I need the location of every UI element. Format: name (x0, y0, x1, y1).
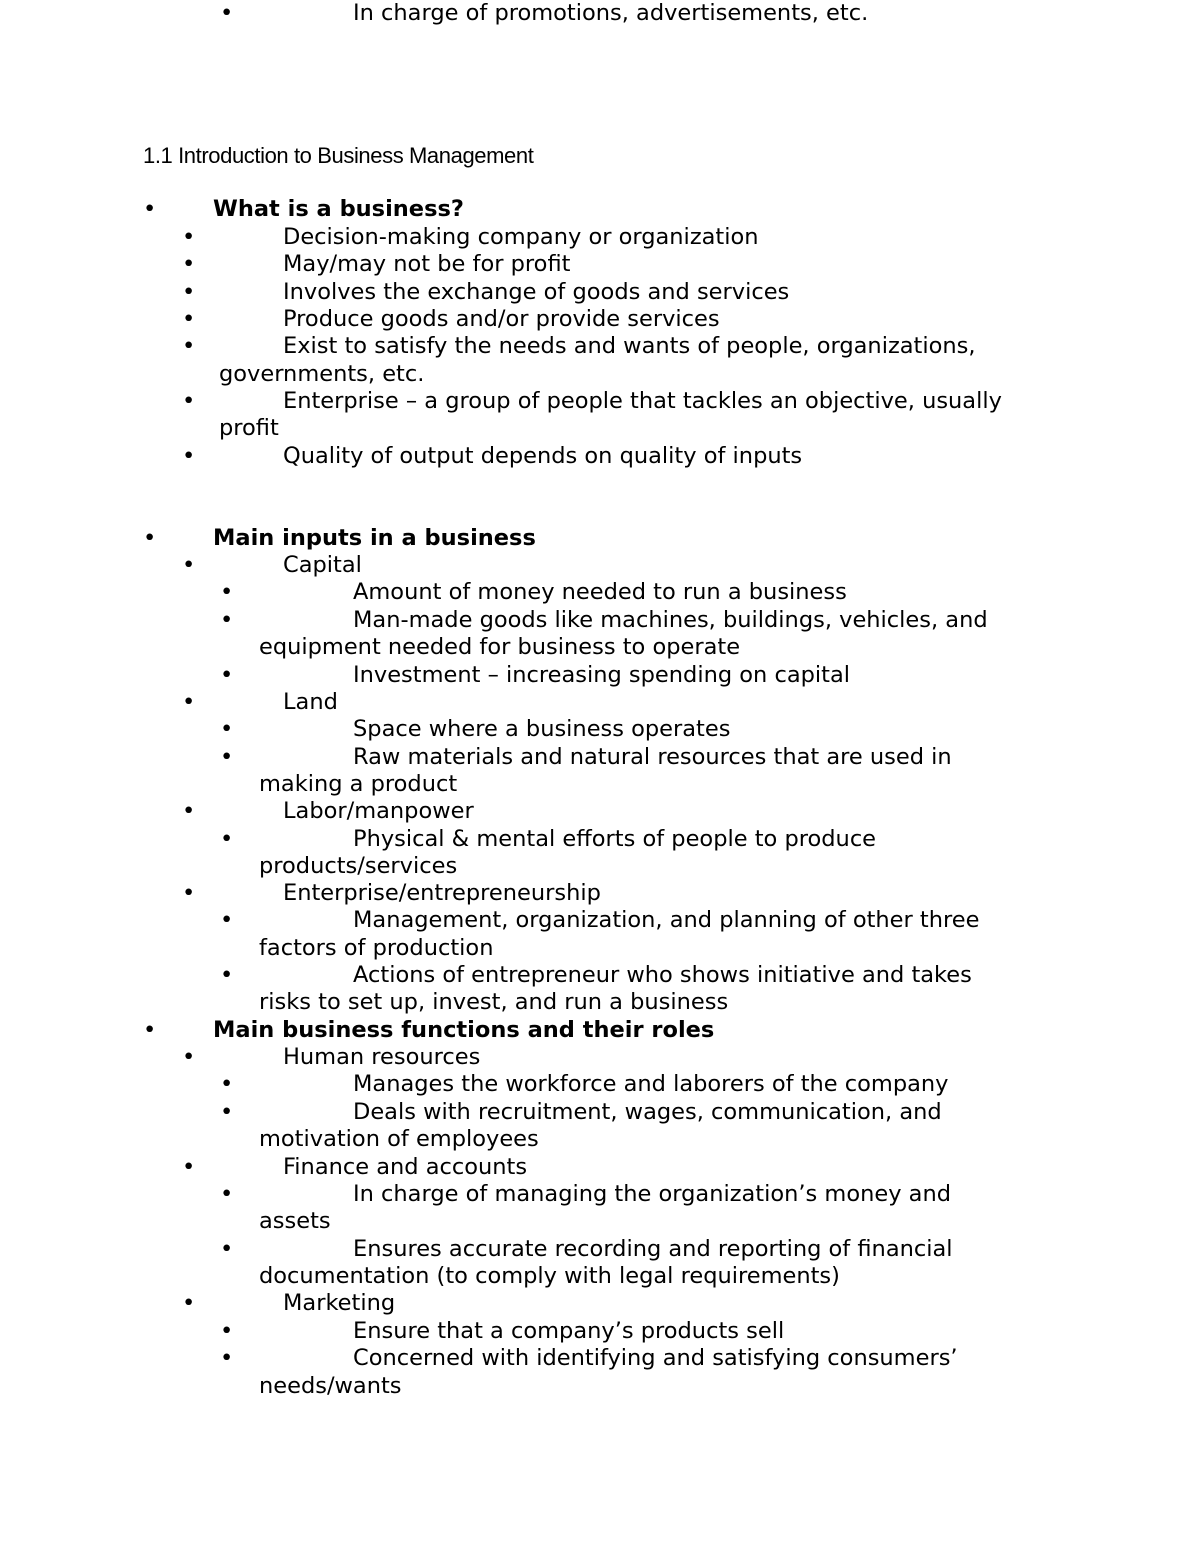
list-item-text: Deals with recruitment, wages, communication, and (353, 1099, 942, 1125)
list-item-text: In charge of managing the organization’s money and (353, 1181, 952, 1207)
list-item-text: Land (283, 689, 338, 715)
list-item-text: Finance and accounts (283, 1154, 528, 1180)
list-item-text: Physical & mental efforts of people to produce (353, 826, 877, 852)
bullet-icon: • (220, 744, 234, 770)
bullet-icon: • (143, 1017, 157, 1043)
bullet-icon: • (220, 0, 234, 26)
bullet-icon: • (182, 251, 196, 277)
list-item-text: May/may not be for profit (283, 251, 571, 277)
bullet-icon: • (220, 907, 234, 933)
list-item-text: needs/wants (259, 1373, 402, 1399)
list-item-text: Ensure that a company’s products sell (353, 1318, 785, 1344)
list-item-text: Space where a business operates (353, 716, 731, 742)
list-item-text: Enterprise – a group of people that tackles an objective, usually (283, 388, 1002, 414)
bullet-icon: • (220, 962, 234, 988)
bullet-icon: • (182, 1290, 196, 1316)
bullet-icon: • (220, 579, 234, 605)
bullet-icon: • (182, 306, 196, 332)
list-item-text: Amount of money needed to run a business (353, 579, 847, 605)
bullet-icon: • (182, 279, 196, 305)
bullet-icon: • (143, 525, 157, 551)
bullet-icon: • (220, 1236, 234, 1262)
list-item-text: Decision-making company or organization (283, 224, 759, 250)
bullet-icon: • (182, 880, 196, 906)
bullet-icon: • (182, 1044, 196, 1070)
section-heading-text: What is a business? (213, 196, 464, 222)
bullet-icon: • (182, 1154, 196, 1180)
list-item-text: Actions of entrepreneur who shows initiative and takes (353, 962, 972, 988)
bullet-icon: • (182, 689, 196, 715)
list-item-text: Investment – increasing spending on capital (353, 662, 850, 688)
list-item-text: Raw materials and natural resources that are used in (353, 744, 952, 770)
bullet-icon: • (220, 716, 234, 742)
bullet-icon: • (220, 1099, 234, 1125)
bullet-icon: • (220, 662, 234, 688)
list-item-text: factors of production (259, 935, 494, 961)
bullet-icon: • (182, 333, 196, 359)
list-item-text: Man-made goods like machines, buildings, vehicles, and (353, 607, 988, 633)
section-heading-text: Main business functions and their roles (213, 1017, 715, 1043)
list-item-text: Ensures accurate recording and reporting of financial (353, 1236, 953, 1262)
list-item-text: Exist to satisfy the needs and wants of people, organizations, (283, 333, 976, 359)
list-item-text: Involves the exchange of goods and services (283, 279, 790, 305)
list-item-text: Human resources (283, 1044, 481, 1070)
list-item-text: risks to set up, invest, and run a business (259, 989, 729, 1015)
list-item-text: Management, organization, and planning of other three (353, 907, 980, 933)
bullet-icon: • (182, 552, 196, 578)
list-item-text: In charge of promotions, advertisements, etc. (353, 0, 869, 26)
bullet-icon: • (182, 798, 196, 824)
list-item-text: assets (259, 1208, 331, 1234)
list-item-text: Marketing (283, 1290, 396, 1316)
list-item-text: making a product (259, 771, 458, 797)
bullet-icon: • (220, 1181, 234, 1207)
list-item-text: governments, etc. (219, 361, 425, 387)
list-item-text: Capital (283, 552, 362, 578)
list-item-text: Enterprise/entrepreneurship (283, 880, 601, 906)
list-item-text: products/services (259, 853, 458, 879)
bullet-icon: • (220, 1345, 234, 1371)
bullet-icon: • (220, 1318, 234, 1344)
list-item-text: Manages the workforce and laborers of the company (353, 1071, 949, 1097)
section-heading-text: Main inputs in a business (213, 525, 536, 551)
bullet-icon: • (143, 196, 157, 222)
bullet-icon: • (220, 607, 234, 633)
list-item-text: Concerned with identifying and satisfying consumers’ (353, 1345, 958, 1371)
bullet-icon: • (182, 224, 196, 250)
bullet-icon: • (182, 388, 196, 414)
bullet-icon: • (182, 443, 196, 469)
list-item-text: Labor/manpower (283, 798, 474, 824)
list-item-text: Produce goods and/or provide services (283, 306, 720, 332)
list-item-text: profit (219, 415, 279, 441)
list-item-text: equipment needed for business to operate (259, 634, 741, 660)
list-item-text: Quality of output depends on quality of inputs (283, 443, 803, 469)
bullet-icon: • (220, 826, 234, 852)
bullet-icon: • (220, 1071, 234, 1097)
page-title: 1.1 Introduction to Business Management (143, 143, 534, 168)
list-item-text: motivation of employees (259, 1126, 539, 1152)
list-item-text: documentation (to comply with legal requirements) (259, 1263, 840, 1289)
